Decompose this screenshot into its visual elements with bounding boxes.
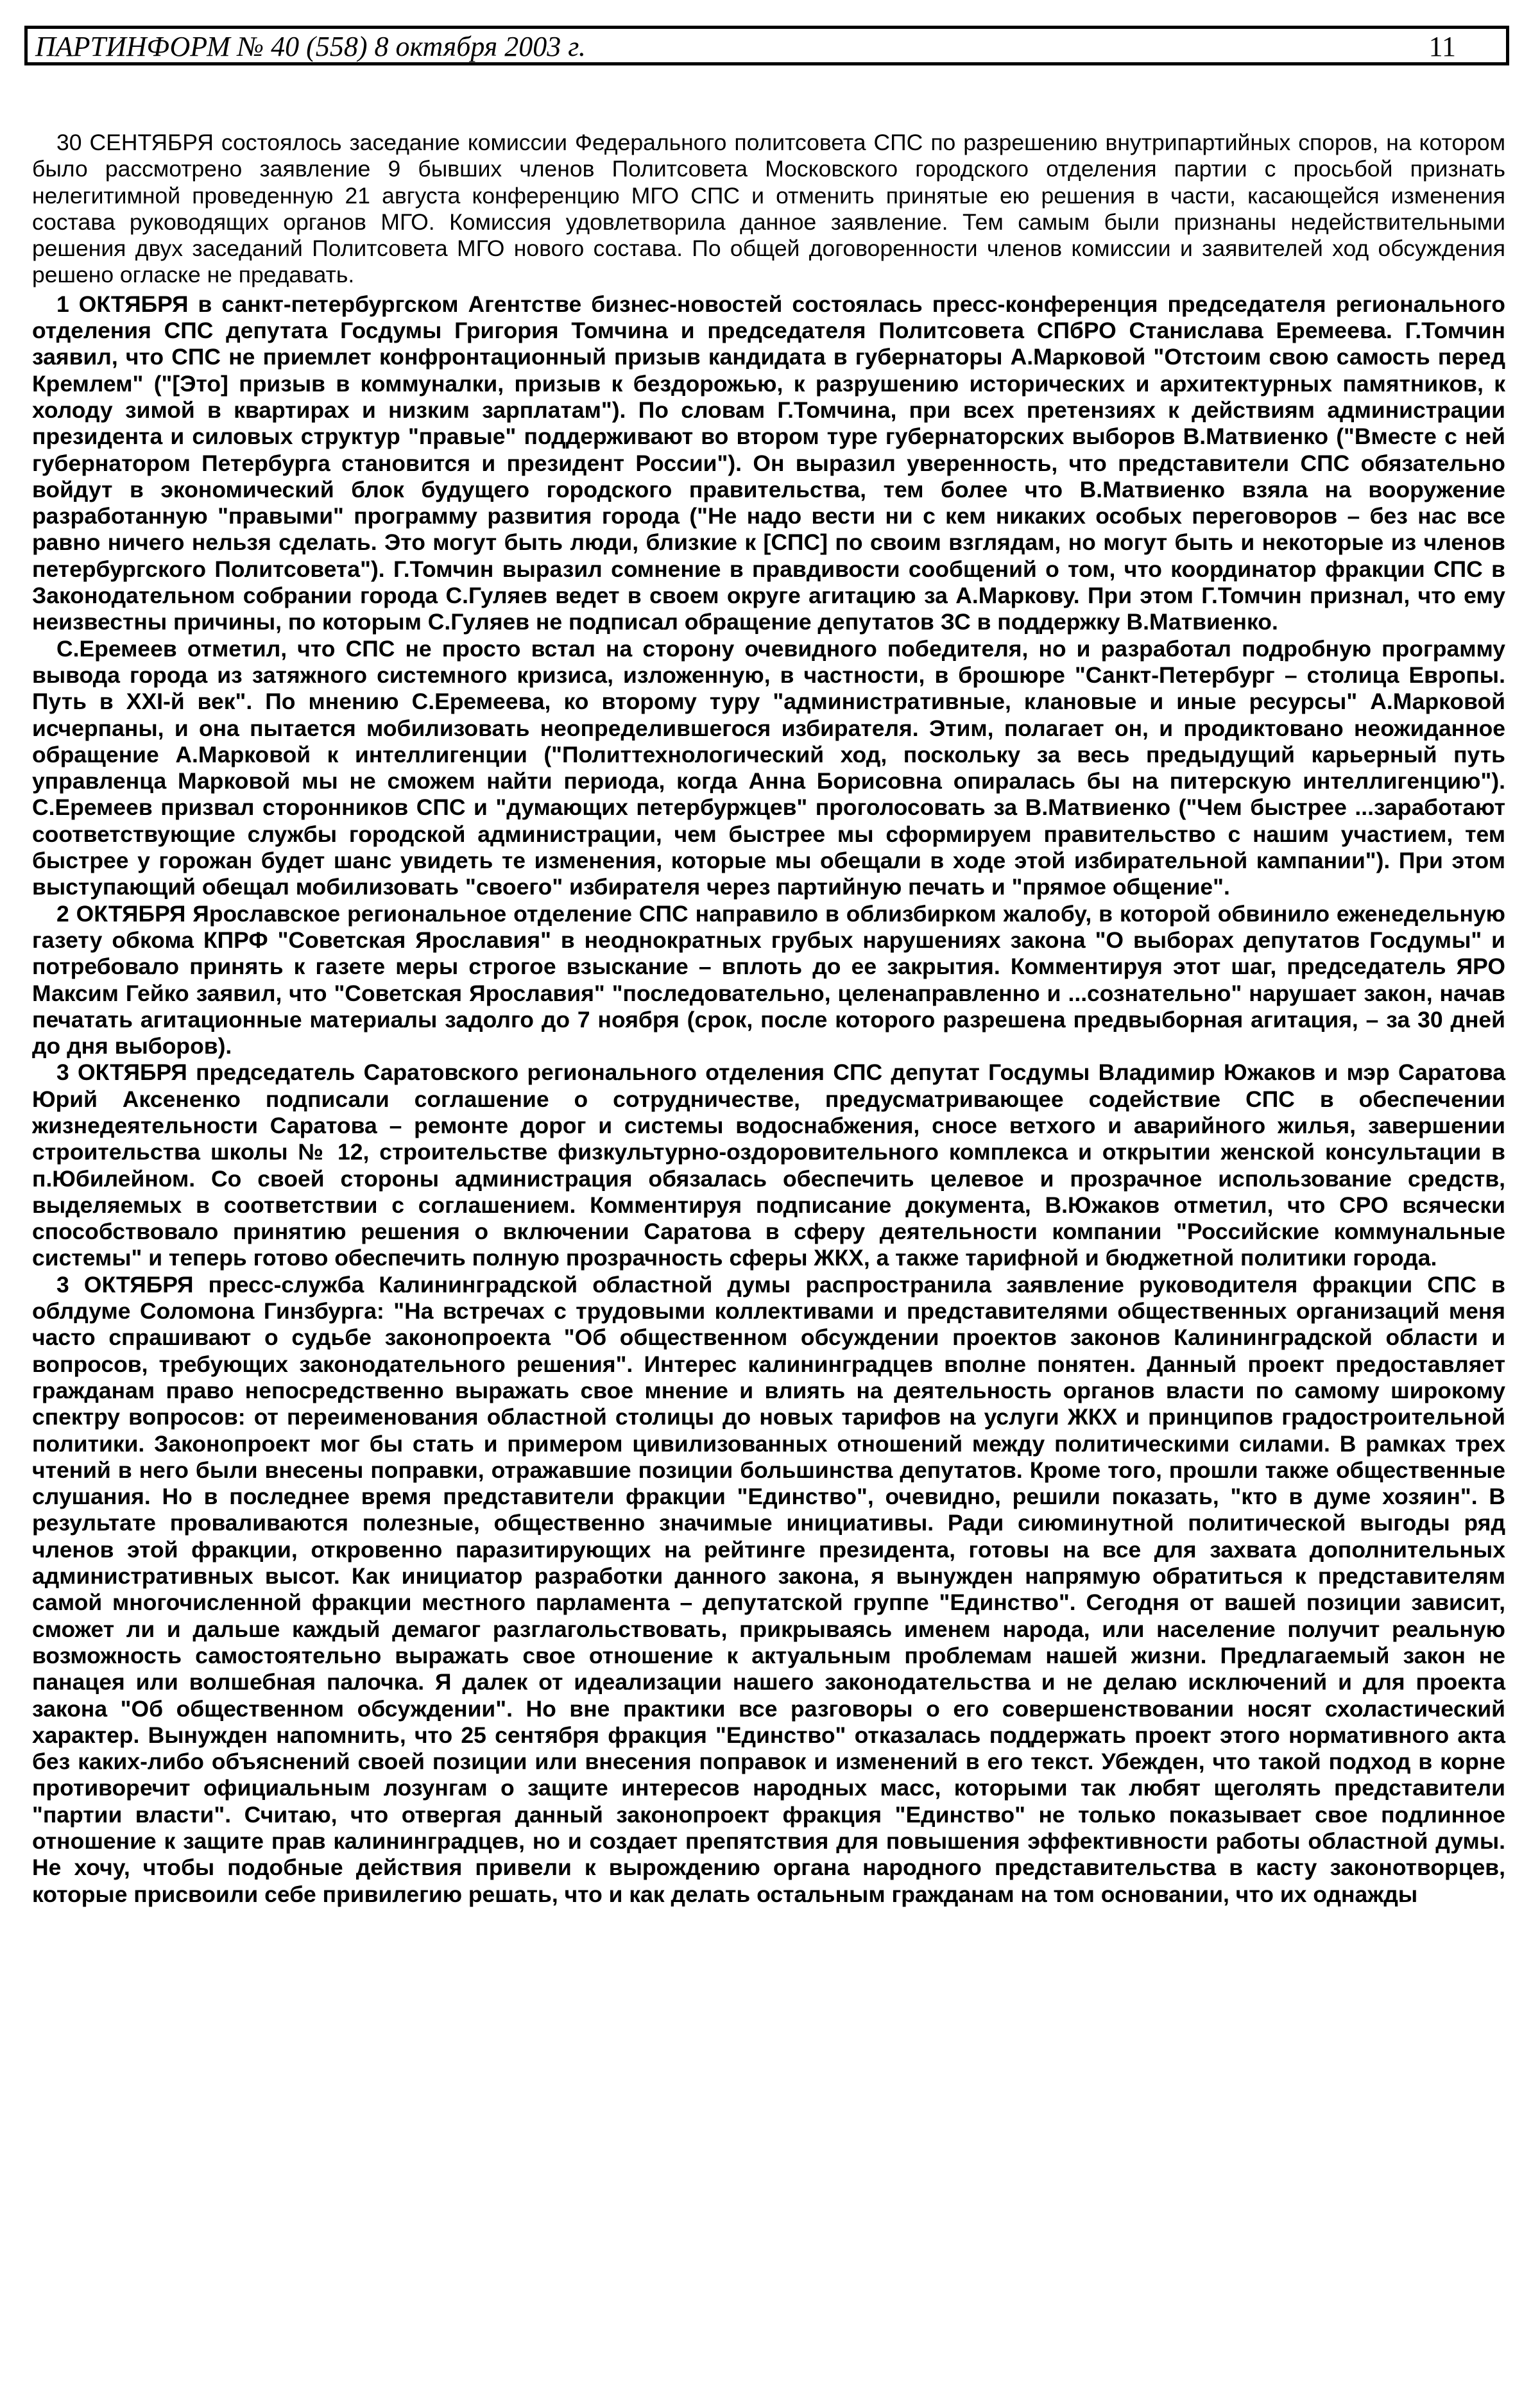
news-item-oct3-kaliningrad: [32, 1272, 1505, 1908]
news-text: в санкт-петербургском Агентстве бизнес-новостей состоялась пресс-конференция председателя регионального отделения СПС депутата Госдумы Григория Томчина и председателя Политсовета СПбРО Станислава Еремеева. Г.Томчин заявил, что СПС не приемлет конфронтационный призыв кандидата в губернаторы А.Марковой "Отстоим свою самость перед Кремлем" ("[Это] призыв в коммуналки, призыв к бездорожью, к разрушению исторических и архитектурных памятников, к холоду зимой в квартирах и низким зарплатам"). По словам Г.Томчина, при всех претензиях к действиям администрации президента и силовых структур "правые" поддерживают во втором туре губернаторских выборов В.Матвиенко ("Вместе с ней губернатором Петербурга становится и президент России"). Он выразил уверенность, что представители СПС обязательно войдут в экономический блок будущего городского правительства, тем более что В.Матвиенко взяла на вооружение разработанную "правыми" программу развития города ("Не надо вести ни с кем никаких особых переговоров – без нас все равно ничего нельзя сделать. Это могут быть люди, близкие к [СПС] по своим взглядам, но могут быть и некоторые из членов петербургского Политсовета"). Г.Томчин выразил сомнение в правдивости сообщений о том, что координатор фракции СПС в Законодательном собрании города С.Гуляев ведет в своем округе агитацию за А.Маркову. При этом Г.Томчин признал, что ему неизвестны причины, по которым С.Гуляев не подписал обращение депутатов ЗС в поддержку В.Матвиенко.: [32, 291, 1505, 635]
news-item-sep30: [32, 130, 1505, 289]
news-item-oct3-saratov: [32, 1059, 1505, 1271]
news-date: 3 ОКТЯБРЯ: [56, 1059, 187, 1086]
page-number: 11: [1428, 31, 1456, 62]
news-text: С.Еремеев отметил, что СПС не просто встал на сторону очевидного победителя, но и разработал подробную программу вывода города из затяжного системного кризиса, изложенную, в частности, в брошюре "Санкт-Петербург – столица Европы. Путь в XXI-й век". По мнению С.Еремеева, ко второму туру "административные, клановые и иные ресурсы" А.Марковой исчерпаны, и она пытается мобилизовать неопределившегося избирателя. Этим, полагает он, и продиктовано неожиданное обращение А.Марковой к интеллигенции ("Политтехнологический ход, поскольку за весь предыдущий карьерный путь управленца Марковой мы не сможем найти периода, когда Анна Борисовна опиралась бы на питерскую интеллигенцию"). С.Еремеев призвал сторонников СПС и "думающих петербуржцев" проголосовать за В.Матвиенко ("Чем быстрее ...заработают соответствующие службы городской администрации, чем быстрее мы сформируем правительство с нашим участием, тем быстрее у горожан будет шанс увидеть те изменения, которые мы обещали в ходе этой избирательной кампании"). При этом выступающий обещал мобилизовать "своего" избирателя через партийную печать и "прямое общение".: [32, 635, 1505, 900]
news-text: председатель Саратовского регионального отделения СПС депутат Госдумы Владимир Южаков и мэр Саратова Юрий Аксененко подписали соглашение о сотрудничестве, предусматривающее содействие СПС в обеспечении жизнедеятельности Саратова – ремонте дорог и системы водоснабжения, сносе ветхого и аварийного жилья, завершении строительства школы № 12, строительстве физкультурно-оздоровительного комплекса и открытии женской консультации в п.Юбилейном. Со своей стороны администрация обязалась обеспечить целевое и прозрачное использование средств, выделяемых в соответствии с соглашением. Комментируя подписание документа, В.Южаков отметил, что СРО всячески способствовало принятию решения о включении Саратова в сферу деятельности компании "Российские коммунальные системы" и теперь готово обеспечить полную прозрачность сферы ЖКХ, а также тарифной и бюджетной политики города.: [32, 1059, 1505, 1271]
news-text: состоялось заседание комиссии Федерального политсовета СПС по разрешению внутрипартийных споров, на котором было рассмотрено заявление 9 бывших членов Политсовета Московского городского отделения партии с просьбой признать нелегитимной проведенную 21 августа конференцию МГО СПС и отменить принятые ею решения в части, касающейся изменения состава руководящих органов МГО. Комиссия удовлетворила данное заявление. Тем самым были признаны недействительными решения двух заседаний Политсовета МГО нового состава. По общей договоренности членов комиссии и заявителей ход обсуждения решено огласке не предавать.: [32, 130, 1505, 288]
news-text: пресс-служба Калининградской областной думы распространила заявление руководителя фракции СПС в облдуме Соломона Гинзбурга: "На встречах с трудовыми коллективами и представителями общественных организаций меня часто спрашивают о судьбе законопроекта "Об общественном обсуждении проектов законов Калининградской области и вопросов, требующих законодательного решения". Интерес калининградцев вполне понятен. Данный проект предоставляет гражданам право непосредственно выражать свое мнение и влиять на деятельность органов власти по самому широкому спектру вопросов: от переименования областной столицы до новых тарифов на услуги ЖКХ и принципов градостроительной политики. Законопроект мог бы стать и примером цивилизованных отношений между политическими силами. В рамках трех чтений в него были внесены поправки, отражавшие позиции большинства депутатов. Кроме того, прошли также общественные слушания. Но в последнее время представители фракции "Единство", очевидно, решили показать, "кто в думе хозяин". В результате проваливаются полезные, общественно значимые инициативы. Ради сиюминутной политической выгоды ряд членов этой фракции, откровенно паразитирующих на рейтинге президента, готовы на все для захвата дополнительных административных высот. Как инициатор разработки данного закона, я вынужден напрямую обратиться к представителям самой многочисленной фракции местного парламента – депутатской группе "Единство". Сегодня от вашей позиции зависит, сможет ли и дальше каждый демагог разглагольствовать, прикрываясь именем народа, или население получит реальную возможность самостоятельно выражать свое отношение к актуальным проблемам нашей жизни. Предлагаемый закон не панацея или волшебная палочка. Я далек от идеализации нашего законодательства и не делаю исключений и для проекта закона "Об общественном обсуждении". Но вне практики все разговоры о его совершенствовании носят схоластический характер. Вынужден напомнить, что 25 сентября фракция "Единство" отказалась поддержать проект этого нормативного акта без каких-либо объяснений своей позиции или внесения поправок и изменений в его текст. Убежден, что такой подход в корне противоречит официальным лозунгам о защите интересов народных масс, которыми так любят щеголять представители "партии власти". Считаю, что отвергая данный законопроект фракция "Единство" не только показывает свое подлинное отношение к защите прав калининградцев, но и создает препятствия для повышения эффективности работы областной думы. Не хочу, чтобы подобные действия привели к вырождению органа народного представительства в касту законотворцев, которые присвоили себе привилегию решать, что и как делать остальным гражданам на том основании, что их однажды: [32, 1271, 1505, 1907]
news-item-oct1-continued: [32, 636, 1505, 901]
news-text: Ярославское региональное отделение СПС направило в облизбирком жалобу, в которой обвинило еженедельную газету обкома КПРФ "Советская Ярославия" в неоднократных грубых нарушениях закона "О выборах депутатов Госдумы" и потребовало принять к газете меры строгое взыскание – вплоть до ее закрытия. Комментируя этот шаг, председатель ЯРО Максим Гейко заявил, что "Советская Ярославия" "последовательно, целенаправленно и ...сознательно" нарушает закон, начав печатать агитационные материалы задолго до 7 ноября (срок, после которого разрешена предвыборная агитация, – за 30 дней до дня выборов).: [32, 900, 1505, 1059]
news-item-oct2: [32, 901, 1505, 1060]
news-date: 3 ОКТЯБРЯ: [56, 1271, 194, 1298]
news-date: 30 СЕНТЯБРЯ: [56, 130, 214, 155]
news-date: 2 ОКТЯБРЯ: [56, 900, 186, 927]
news-date: 1 ОКТЯБРЯ: [56, 291, 189, 317]
news-item-oct1: [32, 291, 1505, 636]
page-header: [24, 26, 1509, 65]
publication-title: ПАРТИНФОРМ № 40 (558) 8 октября 2003 г.: [35, 31, 586, 62]
article-body: [32, 130, 1505, 1908]
